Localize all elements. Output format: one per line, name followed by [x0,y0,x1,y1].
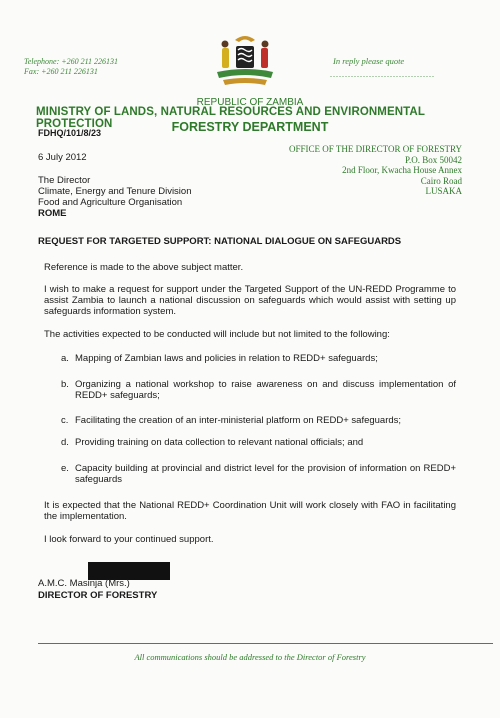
list-item-letter: d. [61,437,69,448]
list-item-text: Providing training on data collection to relevant national officials; and [75,437,364,448]
body-paragraph: The activities expected to be conducted will include but not limited to the following: [44,329,390,340]
list-item-text: Facilitating the creation of an inter-ministerial platform on REDD+ safeguards; [75,415,402,426]
telephone-line: Telephone: +260 211 226131 [24,57,119,66]
ministry-heading: MINISTRY OF LANDS, NATURAL RESOURCES AND ENVIRONMENTAL PROTECTION [36,106,425,130]
footer-note: All communications should be addressed to the Director of Forestry [134,652,366,662]
footer-divider [38,643,493,644]
body-paragraph: I wish to make a request for support under the Targeted Support of the UN-REDD Programme to assist Zambia to launch a national discussion on safeguards which would assist with setting up safeguards information system. [44,284,456,317]
list-item-text: Capacity building at provincial and district level for the provision of information on REDD+ safeguards [75,463,456,485]
recipient-city: ROME [38,208,67,219]
reply-quote-dots: ................................... [330,70,435,79]
body-paragraph: I look forward to your continued support. [44,534,214,545]
list-item-letter: e. [61,463,69,474]
list-item [61,415,456,426]
republic-heading: REPUBLIC OF ZAMBIA [196,97,304,108]
list-item-letter: c. [61,415,69,426]
letter-reference: FDHQ/101/8/23 [38,128,102,138]
signatory-name: A.M.C. Masinja (Mrs.) [38,578,130,589]
list-item [61,463,456,485]
recipient-line: Climate, Energy and Tenure Division [38,186,192,197]
list-item-text: Organizing a national workshop to raise awareness on and discuss implementation of REDD+ safeguards; [75,379,456,401]
office-line: P.O. Box 50042 [404,154,462,165]
office-line: LUSAKA [425,186,462,196]
body-paragraph: Reference is made to the above subject matter. [44,262,244,273]
body-paragraph: It is expected that the National REDD+ Coordination Unit will work closely with FAO in facilitating the implementation. [44,500,456,522]
contact-numbers [24,57,118,77]
office-line: 2nd Floor, Kwacha House Annex [342,165,462,175]
signatory-title: DIRECTOR OF FORESTRY [38,590,158,601]
office-line: OFFICE OF THE DIRECTOR OF FORESTRY [289,144,462,154]
fax-line: Fax: +260 211 226131 [24,67,98,76]
list-item-letter: a. [61,353,69,364]
list-item-letter: b. [61,379,69,390]
reply-quote-note: In reply please quote [333,56,405,66]
list-item-text: Mapping of Zambian laws and policies in relation to REDD+ safeguards; [75,353,378,364]
office-line: Cairo Road [420,175,462,186]
list-item [61,379,456,401]
letter-subject: REQUEST FOR TARGETED SUPPORT: NATIONAL DIALOGUE ON SAFEGUARDS [38,236,402,247]
office-address [289,144,462,197]
recipient-address [38,175,191,219]
department-heading: FORESTRY DEPARTMENT [171,120,329,134]
list-item [61,437,456,448]
recipient-line: Food and Agriculture Organisation [38,197,183,208]
coat-of-arms-emblem [205,32,285,90]
recipient-line: The Director [38,175,91,186]
letter-date: 6 July 2012 [38,152,87,163]
list-item [61,353,456,364]
